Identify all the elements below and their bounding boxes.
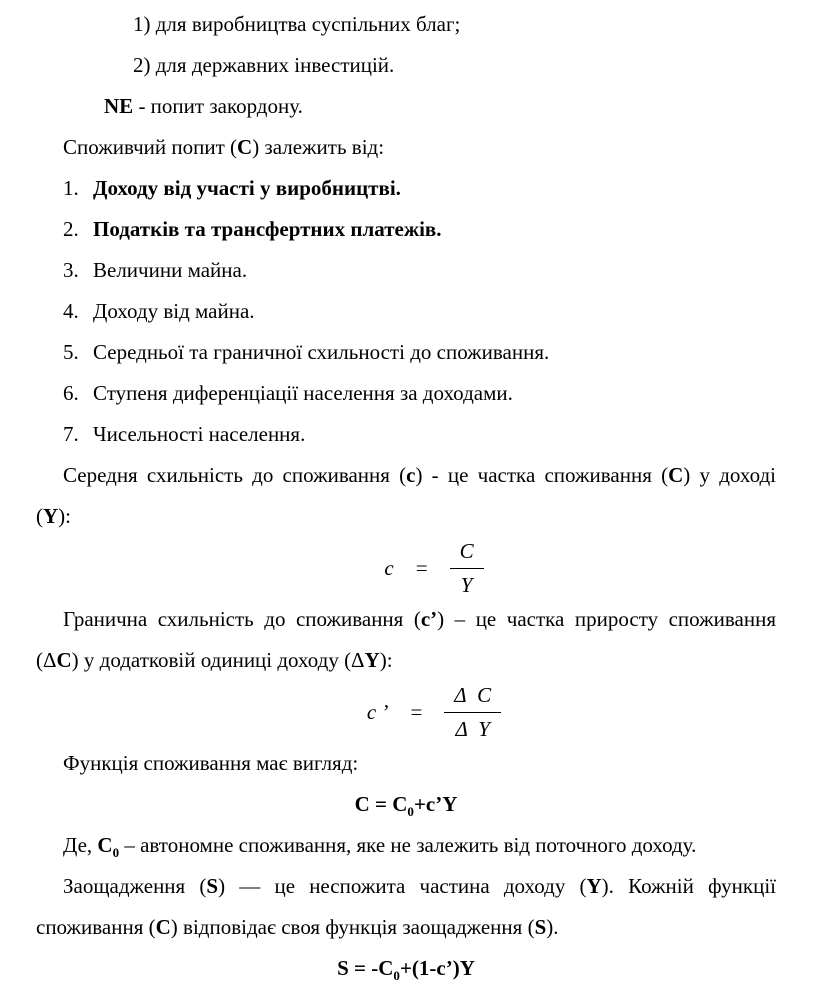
- text-line: [36, 599, 776, 640]
- text-run: С: [56, 648, 72, 672]
- marginal-propensity-formula: [36, 681, 776, 743]
- text-run: – автономне споживання, яке не залежить від поточного доходу.: [119, 833, 697, 857]
- text-run: Доходу від участі у виробництві.: [93, 176, 401, 200]
- text-run: ) - це частка споживання (: [415, 463, 669, 487]
- text-run: ) залежить від:: [252, 135, 385, 159]
- savings-function-equation: [36, 948, 776, 989]
- consumption-function-intro: [36, 743, 776, 784]
- text-run: 0: [112, 845, 120, 861]
- text-run: Y: [586, 874, 602, 898]
- list-number: 4.: [63, 299, 79, 323]
- list-number: 7.: [63, 422, 79, 446]
- equals-sign: =: [410, 699, 423, 724]
- list-item: [63, 332, 776, 373]
- text-run: ):: [58, 504, 71, 528]
- text-run: Середня схильність до споживання (: [63, 463, 407, 487]
- fraction-numerator: Δ C: [444, 683, 501, 713]
- list-item: [63, 209, 776, 250]
- text-line: [36, 455, 776, 496]
- text-run: +(1-c’)Y: [399, 956, 475, 980]
- list-item-public-goods: [133, 4, 776, 45]
- fraction-denominator: Δ Y: [455, 716, 490, 741]
- text-run: (Δ: [36, 648, 57, 672]
- text-line: [36, 496, 776, 537]
- text-line: [36, 640, 776, 681]
- text-run: C: [97, 833, 113, 857]
- list-number: 5.: [63, 340, 79, 364]
- savings-paragraph: [36, 866, 776, 948]
- text-run: 2) для державних інвестицій.: [133, 53, 395, 77]
- text-run: (: [36, 504, 43, 528]
- text-run: ). Кожній функції: [601, 874, 776, 898]
- text-run: ):: [379, 648, 393, 672]
- text-run: Величини майна.: [93, 258, 248, 282]
- text-run: ) – це частка приросту споживання: [437, 607, 776, 631]
- text-run: - попит закордону.: [133, 94, 303, 118]
- formula-lhs: c: [384, 555, 394, 580]
- text-run: Податків та трансфертних платежів.: [93, 217, 442, 241]
- text-run: 0: [407, 804, 414, 820]
- average-propensity-paragraph: [36, 455, 776, 537]
- text-run: ) у додатковій одиниці доходу (Δ: [71, 648, 365, 672]
- text-run: Заощадження (: [63, 874, 207, 898]
- text-run: споживання (: [36, 915, 156, 939]
- text-run: ).: [546, 915, 559, 939]
- text-line: [36, 907, 776, 948]
- text-run: Доходу від майна.: [93, 299, 255, 323]
- text-run: 1) для виробництва суспільних благ;: [133, 12, 461, 36]
- text-run: ) відповідає своя функція заощадження (: [170, 915, 535, 939]
- formula-lhs: c ’: [366, 699, 389, 724]
- consumption-function-equation: [36, 784, 776, 825]
- text-run: ) — це неспожита частина доходу (: [218, 874, 587, 898]
- text-run: Споживчий попит (: [63, 135, 238, 159]
- ne-definition: [104, 86, 776, 127]
- list-item-state-investments: [133, 45, 776, 86]
- text-run: ) у доході: [683, 463, 776, 487]
- equals-sign: =: [415, 555, 428, 580]
- text-run: Де,: [63, 833, 98, 857]
- text-run: S: [206, 874, 219, 898]
- text-run: S = -C: [337, 956, 394, 980]
- text-run: С: [668, 463, 684, 487]
- autonomous-consumption-paragraph: [36, 825, 776, 866]
- list-number: 1.: [63, 176, 79, 200]
- marginal-propensity-paragraph: [36, 599, 776, 681]
- text-run: 0: [393, 968, 400, 984]
- text-run: с: [406, 463, 416, 487]
- text-run: Гранична схильність до споживання (: [63, 607, 421, 631]
- fraction: [450, 539, 484, 598]
- text-run: Y: [43, 504, 59, 528]
- list-number: 3.: [63, 258, 79, 282]
- text-run: с’: [420, 607, 438, 631]
- text-run: Середньої та граничної схильності до споживання.: [93, 340, 550, 364]
- document-content: [36, 4, 776, 989]
- average-propensity-formula: [36, 537, 776, 599]
- text-run: Функція споживання має вигляд:: [63, 751, 359, 775]
- text-run: S: [534, 915, 547, 939]
- list-item: [63, 291, 776, 332]
- consumer-demand-intro: [36, 127, 776, 168]
- list-item: [63, 250, 776, 291]
- fraction-numerator: C: [450, 539, 484, 569]
- text-run: Ступеня диференціації населення за доходами.: [93, 381, 513, 405]
- list-number: 2.: [63, 217, 79, 241]
- text-run: NE: [104, 94, 134, 118]
- list-number: 6.: [63, 381, 79, 405]
- text-line: [36, 866, 776, 907]
- fraction-denominator: Y: [460, 572, 473, 597]
- text-run: Чисельності населення.: [93, 422, 306, 446]
- fraction: [444, 683, 501, 742]
- list-item: [63, 414, 776, 455]
- text-run: C = C: [354, 792, 408, 816]
- text-run: С: [155, 915, 171, 939]
- text-run: С: [237, 135, 253, 159]
- text-run: +c’Y: [413, 792, 458, 816]
- text-run: Y: [364, 648, 380, 672]
- list-item: [63, 168, 776, 209]
- list-item: [63, 373, 776, 414]
